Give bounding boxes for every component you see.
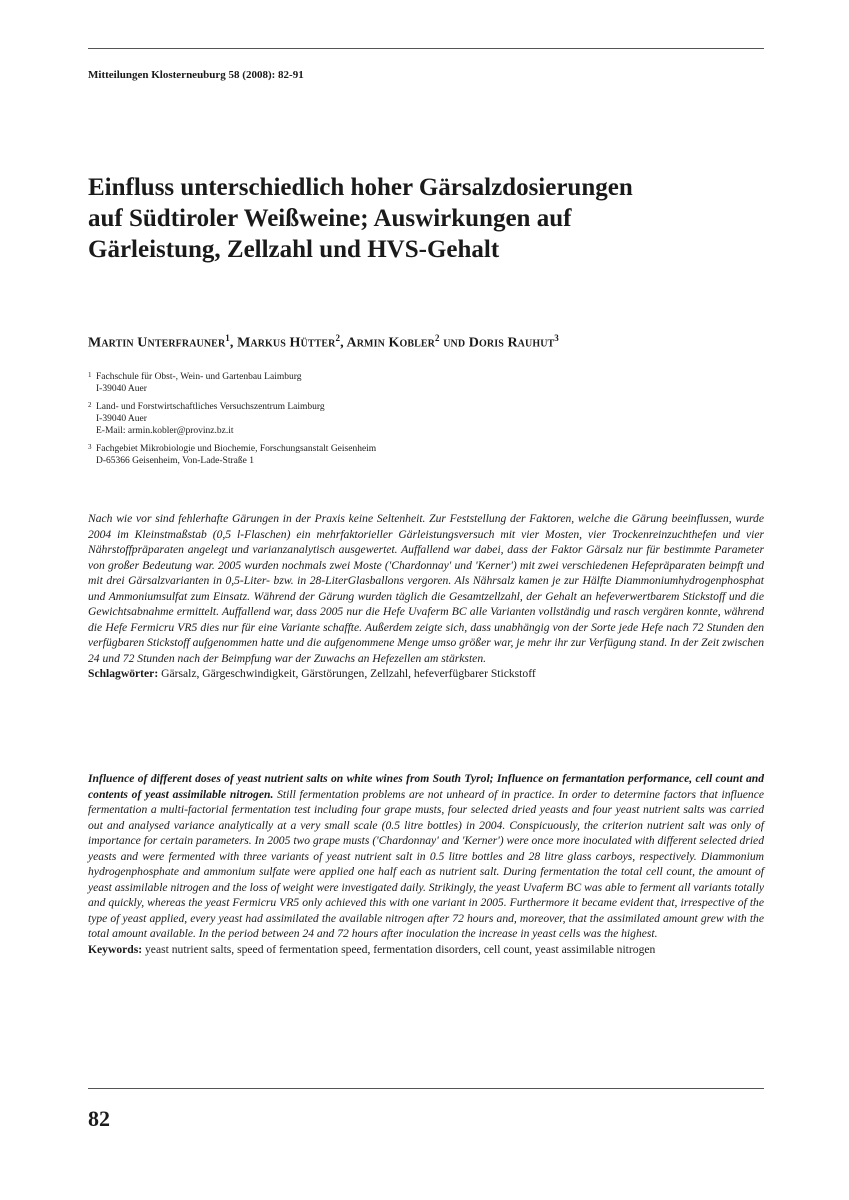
- affiliation-line: Land- und Forstwirtschaftliches Versuchszentrum Laimburg: [96, 402, 325, 412]
- keywords-german: [88, 666, 764, 682]
- page-number: 82: [88, 1106, 110, 1131]
- affiliation-line: Fachgebiet Mikrobiologie und Biochemie, Forschungsanstalt Geisenheim: [96, 444, 377, 454]
- affiliation-line: D-65366 Geisenheim, Von-Lade-Straße 1: [96, 456, 254, 466]
- affiliation: [88, 443, 688, 467]
- author-affiliation-mark: 3: [554, 333, 559, 343]
- keywords-english-label: Keywords:: [88, 942, 143, 956]
- author-name: Markus Hütter: [237, 335, 336, 351]
- affiliation-line: I-39040 Auer: [96, 384, 147, 394]
- author-name: Armin Kobler: [346, 335, 435, 351]
- author-conjunction: und: [443, 335, 466, 351]
- keywords-english: [88, 942, 764, 958]
- affiliation-email[interactable]: E-Mail: armin.kobler@provinz.bz.it: [96, 426, 234, 436]
- keywords-english-text: yeast nutrient salts, speed of fermentation speed, fermentation disorders, cell count, yeast assimilable nitrogen: [142, 942, 656, 956]
- affiliation-line: I-39040 Auer: [96, 414, 147, 424]
- affiliation-line: Fachschule für Obst-, Wein- und Gartenbau Laimburg: [96, 372, 302, 382]
- title-line: Einfluss unterschiedlich hoher Gärsalzdosierungen: [88, 174, 633, 201]
- abstract-english: [88, 771, 764, 957]
- affiliation-list: [88, 371, 688, 473]
- author-affiliation-mark: 1: [225, 333, 230, 343]
- author-name: Doris Rauhut: [468, 335, 555, 351]
- abstract-english-text: Still fermentation problems are not unheard of in practice. In order to determine factors that influence fermentation a multi-factorial fermentation test including four grape musts, four selected dried yeasts and four yeast nutrient salts was carried out and analysed variance analytically at a very small scale (0.5 litre bottles) in 2004. Conspicuously, the criterion nutrient salt was only of importance for certain parameters. In 2005 two grape musts ('Chardonnay' and 'Kerner') were once more inoculated with different selected dried yeasts and were fermented with three variants of yeast nutrient salt in 0.5 litre bottles and 28 litre glass carboys, respectively. Diammonium hydrogenphosphate and ammonium sulfate were applied one half each as nutrient salt. During fermentation the total cell count, the amount of yeast assimilable nitrogen and the loss of weight were investigated daily. Strikingly, the yeast Uvaferm BC was able to ferment all variants totally and quickly, whereas the yeast Fermicru VR5 only achieved this with one variant in 2005. Furthermore it became evident that, irrespective of the type of yeast applied, every yeast had assimilated the available nitrogen after 72 hours and, moreover, that the assimilated amount grew with the total amount available. In the period between 24 and 72 hours after inoculation the increase in yeast cells was the highest.: [88, 787, 764, 940]
- abstract-english-title: Influence of different doses of yeast nutrient salts on white wines from South Tyrol; Influence on fermantation performance, cell count and contents of yeast assimilable nitrogen.: [88, 772, 764, 801]
- affiliation-number: 1: [88, 371, 92, 379]
- author-name: Martin Unterfrauner: [88, 335, 226, 351]
- keywords-german-label: Schlagwörter:: [88, 667, 159, 680]
- abstract-german-text: Nach wie vor sind fehlerhafte Gärungen in der Praxis keine Seltenheit. Zur Feststellung der Faktoren, welche die Gärung beeinflussen, wurde 2004 im Kleinstmaßstab (0,5 l-Flaschen) ein mehrfaktorieller Gärleistungsversuch mit vier Mosten, vier Trockenreinzuchthefen und vier Nährstoffpräparaten angelegt und varianzanalytisch ausgewertet. Auffallend war dabei, dass der Faktor Gärsalz nur für bestimmte Parameter von großer Bedeutung war. 2005 wurden nochmals zwei Moste ('Chardonnay' und 'Kerner') mit zwei verschiedenen Hefepräparaten beimpft und mit drei Gärsalzvarianten in 0,5-Liter- bzw. in 28-LiterGlasballons vergoren. Als Nährsalz kamen je zur Hälfte Diammoniumhydrogenphosphat und Ammoniumsulfat zum Einsatz. Während der Gärung wurden täglich die Gesamtzellzahl, der Gehalt an hefeverwertbarem Stickstoff und die Gewichtsabnahme ermittelt. Auffallend war, dass 2005 nur die Hefe Uvaferm BC alle Varianten vollständig und rasch vergären konnte, während die Hefe Fermicru VR5 dies nur für eine Variante schaffte. Außerdem zeigte sich, dass unabhängig von der Sorte jede Hefe nach 72 Stunden den verfügbaren Stickstoff aufgenommen hatte und die aufgenommene Menge umso größer war, je mehr ihr zur Verfügung stand. In der Zeit zwischen 24 und 72 Stunden nach der Beimpfung war der Zuwachs an Hefezellen am stärksten.: [88, 512, 764, 665]
- affiliation: [88, 401, 688, 437]
- keywords-german-text: Gärsalz, Gärgeschwindigkeit, Gärstörungen, Zellzahl, hefeverfügbarer Stickstoff: [158, 667, 536, 680]
- paper-title: [88, 172, 768, 265]
- abstract-german: [88, 511, 764, 682]
- title-line: Gärleistung, Zellzahl und HVS-Gehalt: [88, 236, 500, 263]
- affiliation: [88, 371, 688, 395]
- affiliation-number: 2: [88, 401, 92, 409]
- affiliation-number: 3: [88, 443, 92, 451]
- author-list: Martin Unterfrauner$^1$, Markus Hütter$^2$, Armin Kobler$^2$ und Doris Rauhut$^3$: [88, 333, 559, 351]
- journal-citation: Mitteilungen Klosterneuburg 58 (2008): 82-91: [88, 69, 304, 81]
- author-affiliation-mark: 2: [335, 333, 341, 343]
- header-rule: [88, 48, 764, 49]
- author-affiliation-mark: 2: [435, 333, 440, 343]
- title-line: auf Südtiroler Weißweine; Auswirkungen auf: [88, 205, 572, 232]
- footer-rule: [88, 1088, 764, 1089]
